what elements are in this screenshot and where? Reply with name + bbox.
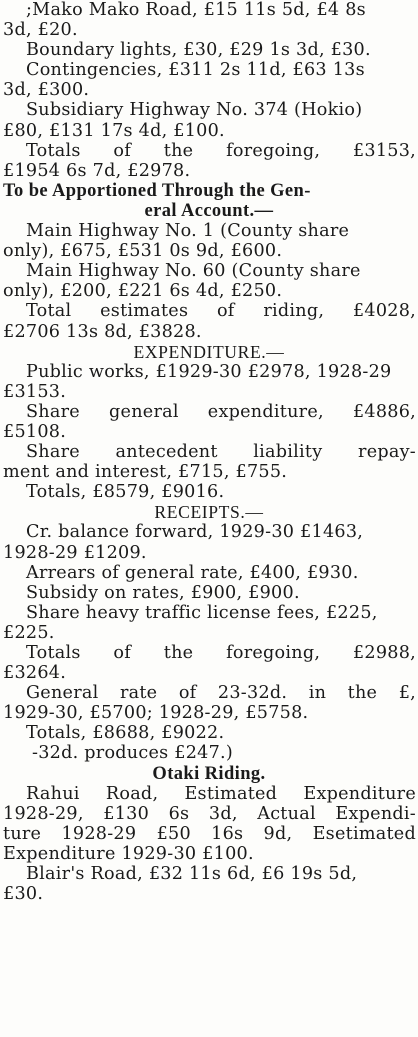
text-line: -32d. produces £247.) [32, 743, 234, 764]
text-line: Total estimates of riding, £4028, [26, 301, 416, 322]
text-line: £1954 6s 7d, £2978. [3, 160, 191, 181]
text-line: £30. [3, 884, 44, 905]
text-line: Totals, £8579, £9016. [26, 482, 225, 503]
text-line: only), £200, £221 6s 4d, £250. [3, 281, 283, 302]
text-line: Contingencies, £311 2s 11d, £63 13s [26, 60, 365, 81]
text-line: Totals of the foregoing, £3153, [26, 140, 416, 161]
text-line: £5108. [3, 421, 67, 442]
text-line: £225. [3, 622, 55, 643]
text-line: Main Highway No. 60 (County share [26, 261, 361, 282]
text-line: ture 1928-29 £50 16s 9d, Esetimated [3, 823, 416, 844]
text-line: Main Highway No. 1 (County share [26, 221, 350, 242]
text-line: EXPENDITURE.— [133, 341, 285, 362]
text-line: Cr. balance forward, 1929-30 £1463, [26, 522, 364, 543]
text-line: £3153. [3, 381, 67, 402]
text-line: £3264. [3, 663, 67, 684]
text-line: Share heavy traffic license fees, £225, [26, 602, 378, 623]
text-line: Otaki Riding. [152, 763, 266, 784]
text-line: Share general expenditure, £4886, [26, 401, 416, 422]
text-line: Subsidy on rates, £900, £900. [26, 582, 300, 603]
text-line: RECEIPTS.— [154, 502, 264, 523]
text-line: only), £675, £531 0s 9d, £600. [3, 241, 283, 262]
text-line: General rate of 23-32d. in the £, [26, 683, 416, 704]
text-line: Expenditure 1929-30 £100. [3, 843, 254, 864]
text-line: 1928-29, £130 6s 3d, Actual Expendi- [3, 803, 416, 824]
text-line: ment and interest, £715, £755. [3, 462, 288, 483]
text-line: Public works, £1929-30 £2978, 1928-29 [26, 361, 392, 382]
text-line: 3d, £20. [3, 20, 78, 41]
text-line: 3d, £300. [3, 80, 90, 101]
text-line: Subsidiary Highway No. 374 (Hokio) [26, 100, 363, 121]
text-line: Boundary lights, £30, £29 1s 3d, £30. [26, 40, 371, 61]
text-line: Arrears of general rate, £400, £930. [26, 562, 359, 583]
text-line: £80, £131 17s 4d, £100. [3, 120, 225, 141]
text-line: Share antecedent liability repay- [26, 442, 416, 463]
text-line: ;Mako Mako Road, £15 11s 5d, £4 8s [26, 0, 366, 20]
text-line: Totals, £8688, £9022. [26, 723, 225, 744]
text-line: Rahui Road, Estimated Expenditure [26, 783, 416, 804]
text-line: To be Apportioned Through the Gen- [3, 180, 311, 201]
text-line: Blair's Road, £32 11s 6d, £6 19s 5d, [26, 864, 358, 885]
text-line: 1929-30, £5700; 1928-29, £5758. [3, 703, 309, 724]
text-line: 1928-29 £1209. [3, 542, 147, 563]
text-line: eral Account.— [144, 200, 274, 221]
text-line: £2706 13s 8d, £3828. [3, 321, 202, 342]
text-line: Totals of the foregoing, £2988, [26, 643, 416, 663]
